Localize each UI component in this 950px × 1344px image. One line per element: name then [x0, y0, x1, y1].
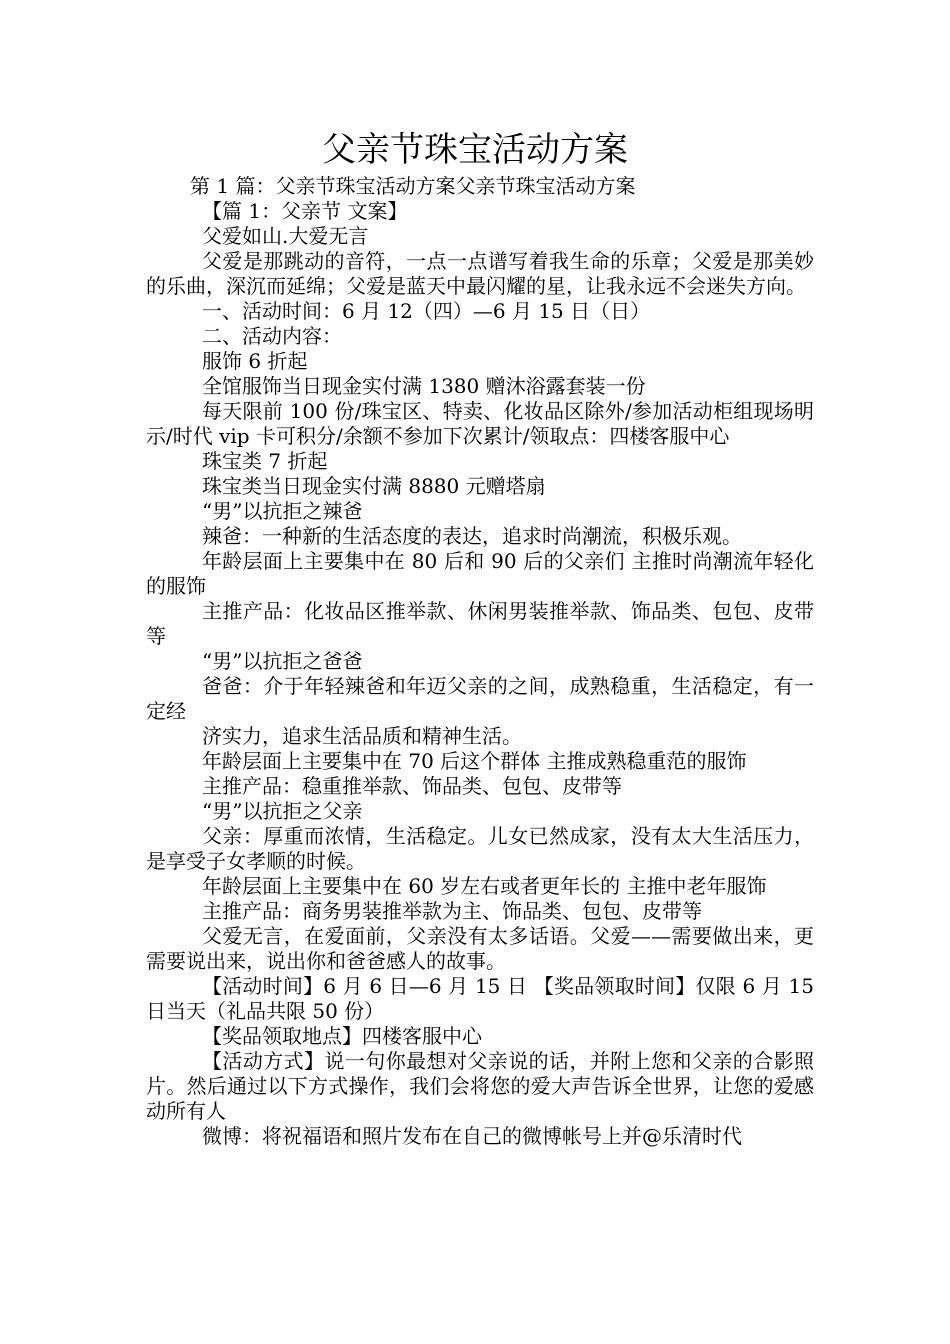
paragraph: 辣爸：一种新的生活态度的表达，追求时尚潮流，积极乐观。	[202, 524, 742, 548]
paragraph: 服饰 6 折起	[202, 349, 308, 373]
document-body	[146, 199, 814, 1149]
paragraph: 爸爸：介于年轻辣爸和年迈父亲的之间，成熟稳重，生活稳定，有一定经	[146, 674, 814, 723]
paragraph: 年龄层面上主要集中在 60 岁左右或者更年长的 主推中老年服饰	[202, 874, 767, 898]
paragraph: 珠宝类当日现金实付满 8880 元赠塔扇	[202, 474, 546, 498]
paragraph: 父爱如山.大爱无言	[202, 224, 369, 248]
document-subtitle: 第 1 篇：父亲节珠宝活动方案父亲节珠宝活动方案	[190, 174, 636, 198]
paragraph: 年龄层面上主要集中在 70 后这个群体 主推成熟稳重范的服饰	[202, 749, 747, 773]
paragraph: 微博：将祝福语和照片发布在自己的微博帐号上并@乐清时代	[202, 1124, 742, 1148]
paragraph: “男”以抗拒之父亲	[202, 799, 363, 823]
paragraph: 一、活动时间：6 月 12（四）—6 月 15 日（日）	[202, 299, 651, 323]
paragraph: 【篇 1：父亲节 文案】	[202, 199, 408, 223]
paragraph: “男”以抗拒之爸爸	[202, 649, 363, 673]
paragraph: 【奖品领取地点】四楼客服中心	[202, 1024, 482, 1048]
paragraph: 珠宝类 7 折起	[202, 449, 328, 473]
paragraph: 【活动时间】6 月 6 日—6 月 15 日 【奖品领取时间】仅限 6 月 15 日当天（礼品共限 50 份）	[146, 974, 814, 1023]
paragraph: 父爱无言，在爱面前，父亲没有太多话语。父爱——需要做出来，更需要说出来，说出你和爸爸感人的故事。	[146, 924, 814, 973]
paragraph: 主推产品：化妆品区推举款、休闲男装推举款、饰品类、包包、皮带等	[146, 599, 814, 648]
document-title: 父亲节珠宝活动方案	[322, 130, 628, 170]
paragraph: 【活动方式】说一句你最想对父亲说的话，并附上您和父亲的合影照片。然后通过以下方式操作，我们会将您的爱大声告诉全世界，让您的爱感动所有人	[146, 1049, 814, 1123]
paragraph: 父爱是那跳动的音符，一点一点谱写着我生命的乐章；父爱是那美妙的乐曲，深沉而延绵；父爱是蓝天中最闪耀的星，让我永远不会迷失方向。	[146, 249, 814, 298]
paragraph: 主推产品：商务男装推举款为主、饰品类、包包、皮带等	[202, 899, 702, 923]
paragraph: 每天限前 100 份/珠宝区、特卖、化妆品区除外/参加活动柜组现场明示/时代 vip 卡可积分/余额不参加下次累计/领取点：四楼客服中心	[146, 399, 814, 448]
paragraph: 济实力，追求生活品质和精神生活。	[202, 724, 522, 748]
paragraph: “男”以抗拒之辣爸	[202, 499, 363, 523]
paragraph: 全馆服饰当日现金实付满 1380 赠沐浴露套装一份	[202, 374, 646, 398]
paragraph: 二、活动内容：	[202, 324, 342, 348]
paragraph: 年龄层面上主要集中在 80 后和 90 后的父亲们 主推时尚潮流年轻化的服饰	[146, 549, 814, 598]
paragraph: 主推产品：稳重推举款、饰品类、包包、皮带等	[202, 774, 622, 798]
paragraph: 父亲：厚重而浓情，生活稳定。儿女已然成家，没有太大生活压力，是享受子女孝顺的时候。	[146, 824, 814, 873]
